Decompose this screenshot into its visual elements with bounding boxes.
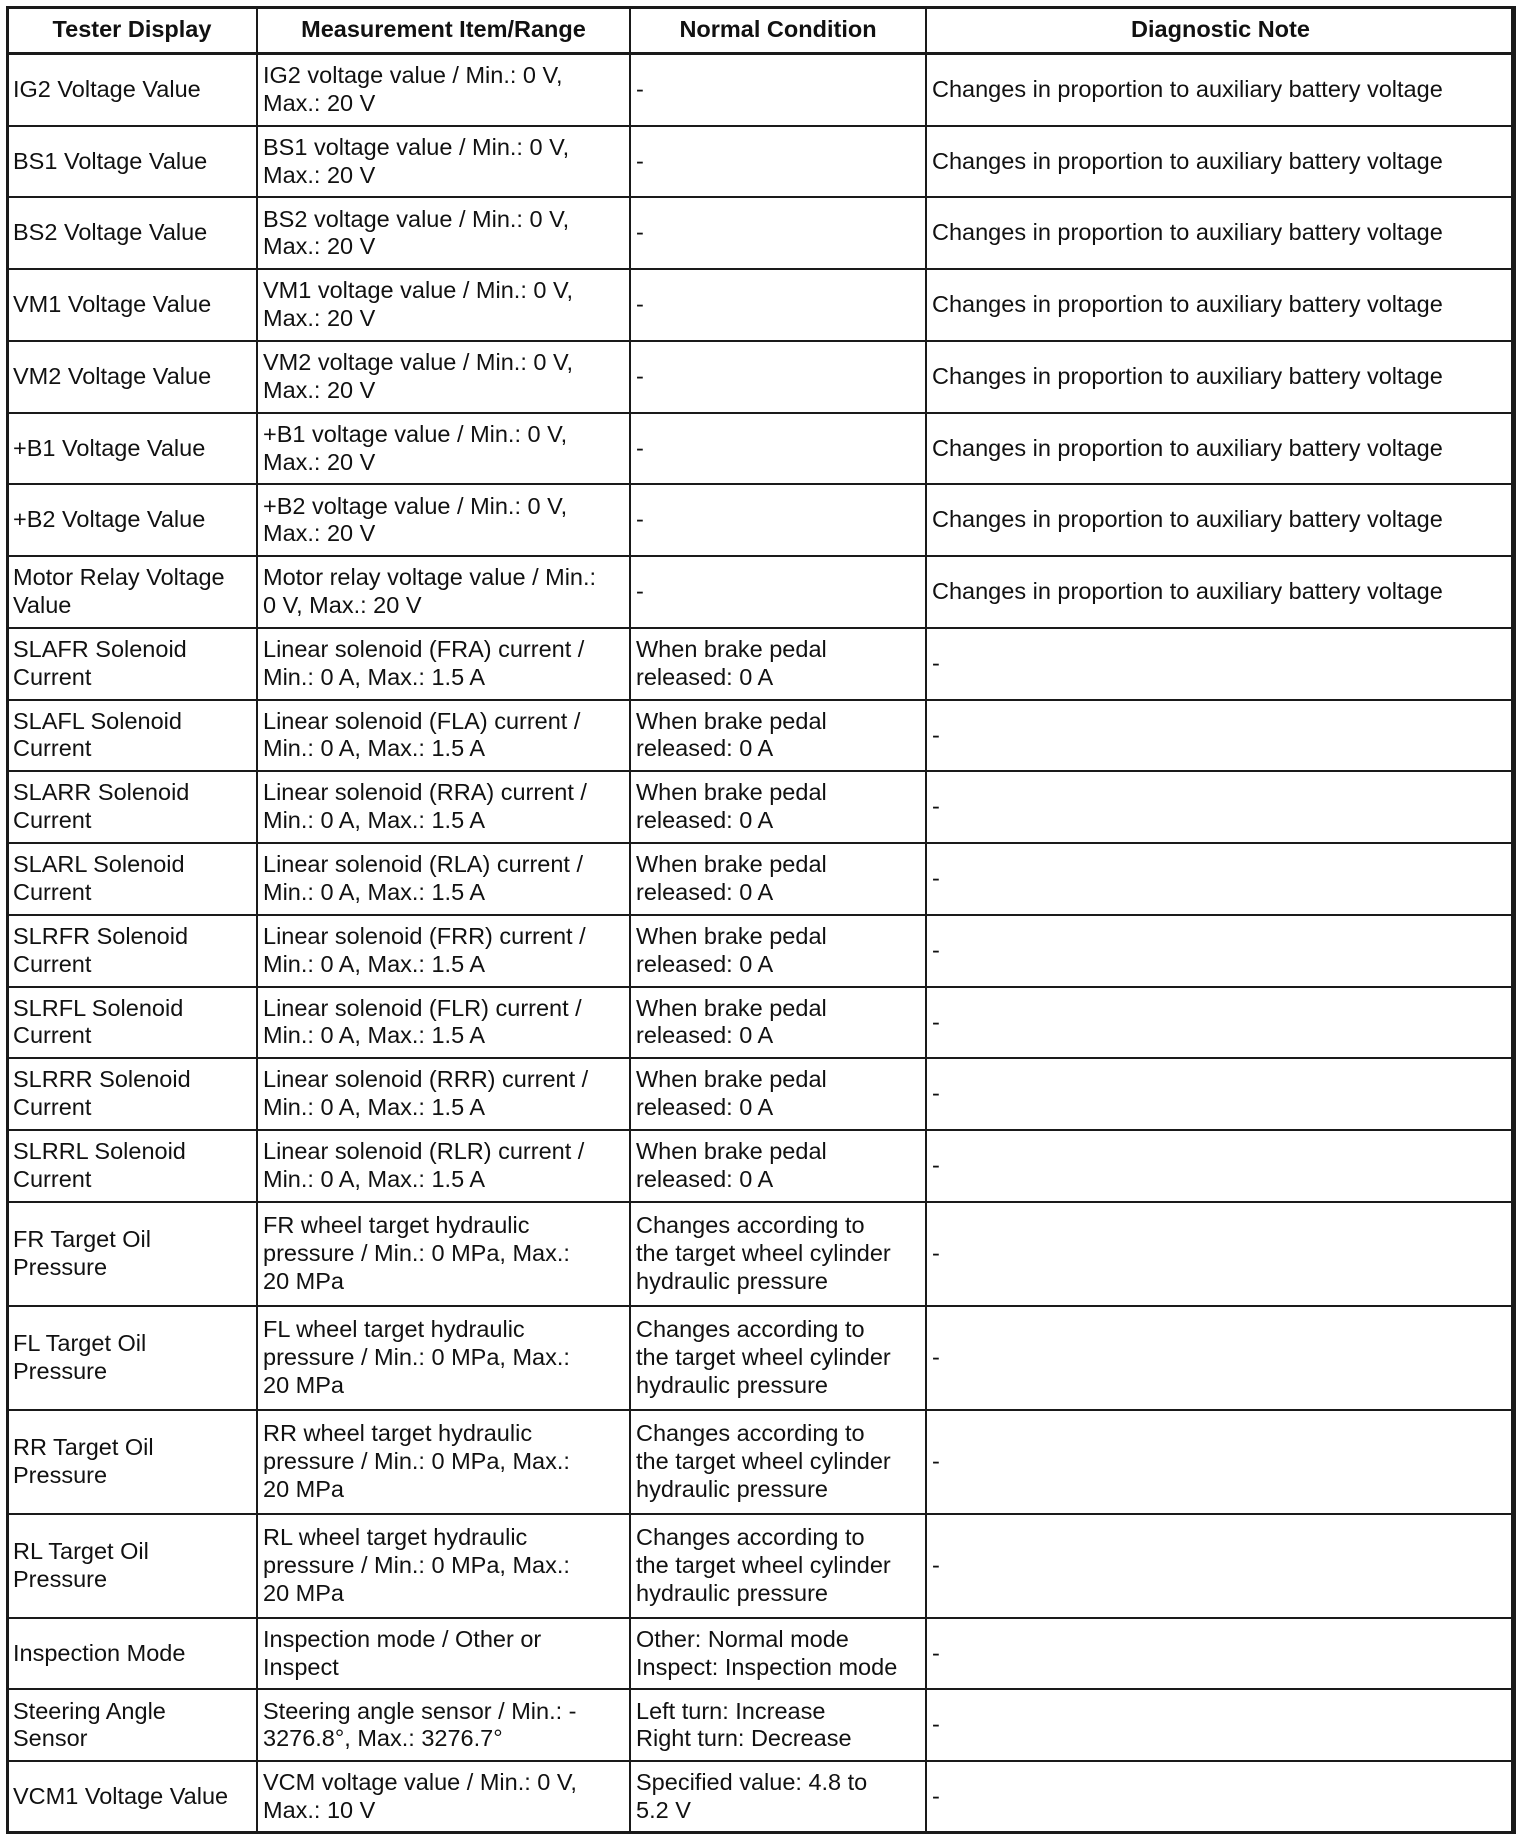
normal-condition-cell [630, 54, 926, 126]
diagnostic-note-cell [926, 484, 1515, 556]
diagnostic-note-text: - [932, 1239, 940, 1266]
table-row [7, 915, 1515, 987]
table-row [7, 1761, 1515, 1833]
diagnostic-note-text: - [932, 649, 940, 676]
measurement-item-text: +B1 voltage value / Min.: 0 V, Max.: 20 V [263, 420, 568, 475]
normal-condition-text: Changes according to the target wheel cylinder hydraulic pressure [636, 1316, 891, 1398]
normal-condition-text: Specified value: 4.8 to 5.2 V [636, 1769, 868, 1824]
normal-condition-text: Changes according to the target wheel cylinder hydraulic pressure [636, 1420, 891, 1502]
tester-display-cell [7, 843, 257, 915]
diagnostic-note-cell [926, 1410, 1515, 1514]
header-measurement-item: Measurement Item/Range [257, 7, 630, 54]
diagnostic-note-text: Changes in proportion to auxiliary battery voltage [932, 362, 1443, 389]
diagnostic-note-text: Changes in proportion to auxiliary battery voltage [932, 76, 1443, 102]
tester-display-text: Steering Angle Sensor [13, 1697, 166, 1752]
table-row [7, 987, 1515, 1059]
measurement-item-cell [257, 1058, 630, 1130]
measurement-item-cell [257, 556, 630, 628]
table-row [7, 126, 1515, 198]
normal-condition-cell [630, 197, 926, 269]
diagnostic-note-text: Changes in proportion to auxiliary battery voltage [932, 578, 1443, 605]
diagnostic-note-cell [926, 197, 1515, 269]
table-row [7, 771, 1515, 843]
tester-display-text: Inspection Mode [13, 1639, 186, 1666]
measurement-item-text: BS1 voltage value / Min.: 0 V, Max.: 20 V [263, 133, 570, 188]
table-row [7, 484, 1515, 556]
normal-condition-cell [630, 1202, 926, 1306]
tester-display-cell [7, 1410, 257, 1514]
measurement-item-text: IG2 voltage value / Min.: 0 V, Max.: 20 V [263, 62, 563, 116]
normal-condition-text: Other: Normal mode Inspect: Inspection mode [636, 1625, 898, 1680]
diagnostic-note-text: - [932, 1783, 940, 1810]
table-row [7, 628, 1515, 700]
table-row [7, 1202, 1515, 1306]
diagnostic-note-cell [926, 771, 1515, 843]
normal-condition-text: Changes according to the target wheel cylinder hydraulic pressure [636, 1212, 891, 1294]
normal-condition-text: - [636, 219, 644, 246]
measurement-item-cell [257, 915, 630, 987]
measurement-item-text: VM1 voltage value / Min.: 0 V, Max.: 20 V [263, 277, 574, 332]
measurement-item-cell [257, 126, 630, 198]
measurement-item-cell [257, 413, 630, 485]
diagnostic-note-cell [926, 1514, 1515, 1618]
tester-display-text: Motor Relay Voltage Value [13, 564, 225, 618]
measurement-item-cell [257, 1306, 630, 1410]
normal-condition-text: - [636, 362, 644, 389]
table-row [7, 1689, 1515, 1761]
tester-display-text: SLAFR Solenoid Current [13, 636, 187, 690]
measurement-item-cell [257, 1689, 630, 1761]
measurement-item-cell [257, 771, 630, 843]
tester-display-cell [7, 126, 257, 198]
tester-display-cell [7, 700, 257, 772]
diagnostic-note-cell [926, 700, 1515, 772]
normal-condition-cell [630, 1761, 926, 1833]
normal-condition-text: When brake pedal released: 0 A [636, 994, 827, 1049]
normal-condition-cell [630, 1618, 926, 1690]
diagnostic-note-cell [926, 413, 1515, 485]
diagnostic-note-cell [926, 628, 1515, 700]
measurement-item-cell [257, 54, 630, 126]
table-row [7, 1058, 1515, 1130]
measurement-item-text: Linear solenoid (FLA) current / Min.: 0 A, Max.: 1.5 A [263, 707, 581, 762]
diagnostic-note-text: - [932, 1343, 940, 1370]
table-body [7, 54, 1515, 1834]
measurement-item-text: +B2 voltage value / Min.: 0 V, Max.: 20 V [263, 492, 568, 547]
normal-condition-text: When brake pedal released: 0 A [636, 1138, 827, 1192]
diagnostic-note-cell [926, 269, 1515, 341]
normal-condition-text: Left turn: Increase Right turn: Decrease [636, 1697, 852, 1752]
diagnostic-note-text: - [932, 936, 940, 963]
diagnostic-note-text: - [932, 1447, 940, 1474]
measurement-item-text: Inspection mode / Other or Inspect [263, 1625, 542, 1680]
measurement-item-text: Linear solenoid (RRA) current / Min.: 0 A, Max.: 1.5 A [263, 779, 587, 834]
diagnostic-note-text: - [932, 865, 940, 892]
normal-condition-cell [630, 1058, 926, 1130]
header-tester-display: Tester Display [7, 7, 257, 54]
diagnostic-note-cell [926, 1058, 1515, 1130]
diagnostic-note-cell [926, 556, 1515, 628]
diagnostic-note-text: - [932, 1152, 940, 1179]
tester-display-cell [7, 1058, 257, 1130]
tester-display-text: BS1 Voltage Value [13, 147, 208, 174]
normal-condition-text: - [636, 506, 644, 533]
measurement-item-text: RL wheel target hydraulic pressure / Min.: 0 MPa, Max.: 20 MPa [263, 1524, 570, 1606]
tester-display-text: SLARR Solenoid Current [13, 779, 190, 834]
diagnostic-note-cell [926, 1130, 1515, 1202]
tester-display-text: VM2 Voltage Value [13, 362, 212, 389]
tester-display-cell [7, 341, 257, 413]
normal-condition-cell [630, 269, 926, 341]
tester-display-cell [7, 484, 257, 556]
diagnostic-note-text: - [932, 1711, 940, 1738]
diagnostic-note-text: Changes in proportion to auxiliary battery voltage [932, 147, 1443, 174]
table-row [7, 341, 1515, 413]
diagnostic-note-text: - [932, 1080, 940, 1107]
table-row [7, 700, 1515, 772]
diagnostic-note-cell [926, 54, 1515, 126]
normal-condition-cell [630, 771, 926, 843]
measurement-item-cell [257, 1410, 630, 1514]
measurement-item-text: FL wheel target hydraulic pressure / Min.: 0 MPa, Max.: 20 MPa [263, 1316, 570, 1398]
tester-display-cell [7, 413, 257, 485]
tester-display-text: SLRRR Solenoid Current [13, 1066, 191, 1121]
measurement-item-cell [257, 197, 630, 269]
measurement-item-cell [257, 1761, 630, 1833]
tester-display-text: RL Target Oil Pressure [13, 1537, 149, 1592]
measurement-item-text: Linear solenoid (FRA) current / Min.: 0 A, Max.: 1.5 A [263, 636, 585, 690]
normal-condition-cell [630, 1130, 926, 1202]
tester-display-text: SLARL Solenoid Current [13, 851, 185, 905]
measurement-item-cell [257, 1202, 630, 1306]
tester-display-cell [7, 1514, 257, 1618]
normal-condition-cell [630, 1410, 926, 1514]
normal-condition-text: When brake pedal released: 0 A [636, 1066, 827, 1121]
tester-display-cell [7, 556, 257, 628]
data-list-table [6, 6, 1516, 1834]
tester-display-text: SLRRL Solenoid Current [13, 1138, 186, 1192]
tester-display-cell [7, 915, 257, 987]
normal-condition-cell [630, 341, 926, 413]
measurement-item-cell [257, 1130, 630, 1202]
measurement-item-text: Motor relay voltage value / Min.: 0 V, Max.: 20 V [263, 564, 597, 618]
table-row [7, 843, 1515, 915]
tester-display-text: SLRFR Solenoid Current [13, 922, 189, 977]
tester-display-cell [7, 1130, 257, 1202]
normal-condition-cell [630, 126, 926, 198]
diagnostic-note-text: Changes in proportion to auxiliary battery voltage [932, 219, 1443, 246]
tester-display-cell [7, 771, 257, 843]
normal-condition-text: - [636, 434, 644, 461]
diagnostic-note-cell [926, 915, 1515, 987]
table-row [7, 1410, 1515, 1514]
table-row [7, 556, 1515, 628]
tester-display-cell [7, 54, 257, 126]
table-row [7, 1130, 1515, 1202]
header-diagnostic-note: Diagnostic Note [926, 7, 1515, 54]
tester-display-cell [7, 1202, 257, 1306]
tester-display-text: VCM1 Voltage Value [13, 1783, 229, 1810]
diagnostic-note-cell [926, 341, 1515, 413]
diagnostic-note-text: Changes in proportion to auxiliary battery voltage [932, 506, 1443, 533]
tester-display-text: VM1 Voltage Value [13, 291, 212, 318]
tester-display-text: SLRFL Solenoid Current [13, 994, 184, 1049]
diagnostic-note-cell [926, 843, 1515, 915]
tester-display-text: FR Target Oil Pressure [13, 1226, 151, 1280]
diagnostic-note-cell [926, 1689, 1515, 1761]
table-row [7, 54, 1515, 126]
measurement-item-text: Linear solenoid (RRR) current / Min.: 0 A, Max.: 1.5 A [263, 1066, 589, 1121]
diagnostic-note-text: Changes in proportion to auxiliary battery voltage [932, 291, 1443, 318]
normal-condition-cell [630, 987, 926, 1059]
normal-condition-cell [630, 628, 926, 700]
measurement-item-text: Linear solenoid (FRR) current / Min.: 0 A, Max.: 1.5 A [263, 922, 586, 977]
diagnostic-note-text: - [932, 1008, 940, 1035]
diagnostic-note-text: - [932, 721, 940, 748]
table-row [7, 197, 1515, 269]
diagnostic-note-text: - [932, 1551, 940, 1578]
diagnostic-note-cell [926, 987, 1515, 1059]
tester-display-text: +B1 Voltage Value [13, 434, 206, 461]
normal-condition-text: Changes according to the target wheel cylinder hydraulic pressure [636, 1524, 891, 1606]
measurement-item-cell [257, 484, 630, 556]
normal-condition-cell [630, 484, 926, 556]
tester-display-text: RR Target Oil Pressure [13, 1433, 154, 1488]
table-row [7, 1306, 1515, 1410]
measurement-item-text: Linear solenoid (FLR) current / Min.: 0 A, Max.: 1.5 A [263, 994, 582, 1049]
diagnostic-note-text: - [932, 793, 940, 820]
normal-condition-text: - [636, 76, 644, 102]
normal-condition-text: When brake pedal released: 0 A [636, 707, 827, 762]
header-normal-condition: Normal Condition [630, 7, 926, 54]
tester-display-text: +B2 Voltage Value [13, 506, 206, 533]
normal-condition-text: When brake pedal released: 0 A [636, 779, 827, 834]
measurement-item-text: FR wheel target hydraulic pressure / Min.: 0 MPa, Max.: 20 MPa [263, 1212, 570, 1294]
measurement-item-text: Linear solenoid (RLR) current / Min.: 0 A, Max.: 1.5 A [263, 1138, 585, 1192]
normal-condition-text: When brake pedal released: 0 A [636, 922, 827, 977]
normal-condition-text: - [636, 578, 644, 605]
tester-display-cell [7, 1618, 257, 1690]
tester-display-cell [7, 987, 257, 1059]
table-row [7, 1514, 1515, 1618]
table-row [7, 269, 1515, 341]
normal-condition-text: When brake pedal released: 0 A [636, 636, 827, 690]
tester-display-cell [7, 269, 257, 341]
diagnostic-note-cell [926, 126, 1515, 198]
measurement-item-text: BS2 voltage value / Min.: 0 V, Max.: 20 V [263, 205, 570, 260]
measurement-item-cell [257, 628, 630, 700]
diagnostic-note-text: Changes in proportion to auxiliary battery voltage [932, 434, 1443, 461]
tester-display-text: FL Target Oil Pressure [13, 1330, 147, 1384]
normal-condition-cell [630, 413, 926, 485]
table-row [7, 413, 1515, 485]
normal-condition-text: When brake pedal released: 0 A [636, 851, 827, 905]
measurement-item-cell [257, 843, 630, 915]
normal-condition-cell [630, 915, 926, 987]
tester-display-cell [7, 1689, 257, 1761]
diagnostic-note-cell [926, 1202, 1515, 1306]
diagnostic-note-cell [926, 1761, 1515, 1833]
measurement-item-text: VM2 voltage value / Min.: 0 V, Max.: 20 V [263, 349, 574, 403]
measurement-item-cell [257, 341, 630, 413]
tester-display-cell [7, 1306, 257, 1410]
measurement-item-cell [257, 1514, 630, 1618]
normal-condition-cell [630, 556, 926, 628]
diagnostic-note-text: - [932, 1639, 940, 1666]
tester-display-cell [7, 197, 257, 269]
tester-display-text: BS2 Voltage Value [13, 219, 208, 246]
normal-condition-cell [630, 1306, 926, 1410]
diagnostic-note-cell [926, 1618, 1515, 1690]
measurement-item-cell [257, 1618, 630, 1690]
normal-condition-cell [630, 1689, 926, 1761]
normal-condition-text: - [636, 291, 644, 318]
header-row [7, 7, 1515, 54]
measurement-item-text: VCM voltage value / Min.: 0 V, Max.: 10 V [263, 1769, 577, 1824]
tester-display-cell [7, 1761, 257, 1833]
tester-display-text: SLAFL Solenoid Current [13, 707, 182, 762]
measurement-item-text: Steering angle sensor / Min.: - 3276.8°, Max.: 3276.7° [263, 1697, 577, 1752]
tester-display-text: IG2 Voltage Value [13, 76, 201, 102]
measurement-item-cell [257, 700, 630, 772]
table-row [7, 1618, 1515, 1690]
measurement-item-cell [257, 987, 630, 1059]
normal-condition-cell [630, 1514, 926, 1618]
normal-condition-cell [630, 700, 926, 772]
diagnostic-note-cell [926, 1306, 1515, 1410]
measurement-item-text: Linear solenoid (RLA) current / Min.: 0 A, Max.: 1.5 A [263, 851, 584, 905]
normal-condition-text: - [636, 147, 644, 174]
tester-display-cell [7, 628, 257, 700]
measurement-item-cell [257, 269, 630, 341]
normal-condition-cell [630, 843, 926, 915]
measurement-item-text: RR wheel target hydraulic pressure / Min.: 0 MPa, Max.: 20 MPa [263, 1420, 570, 1502]
